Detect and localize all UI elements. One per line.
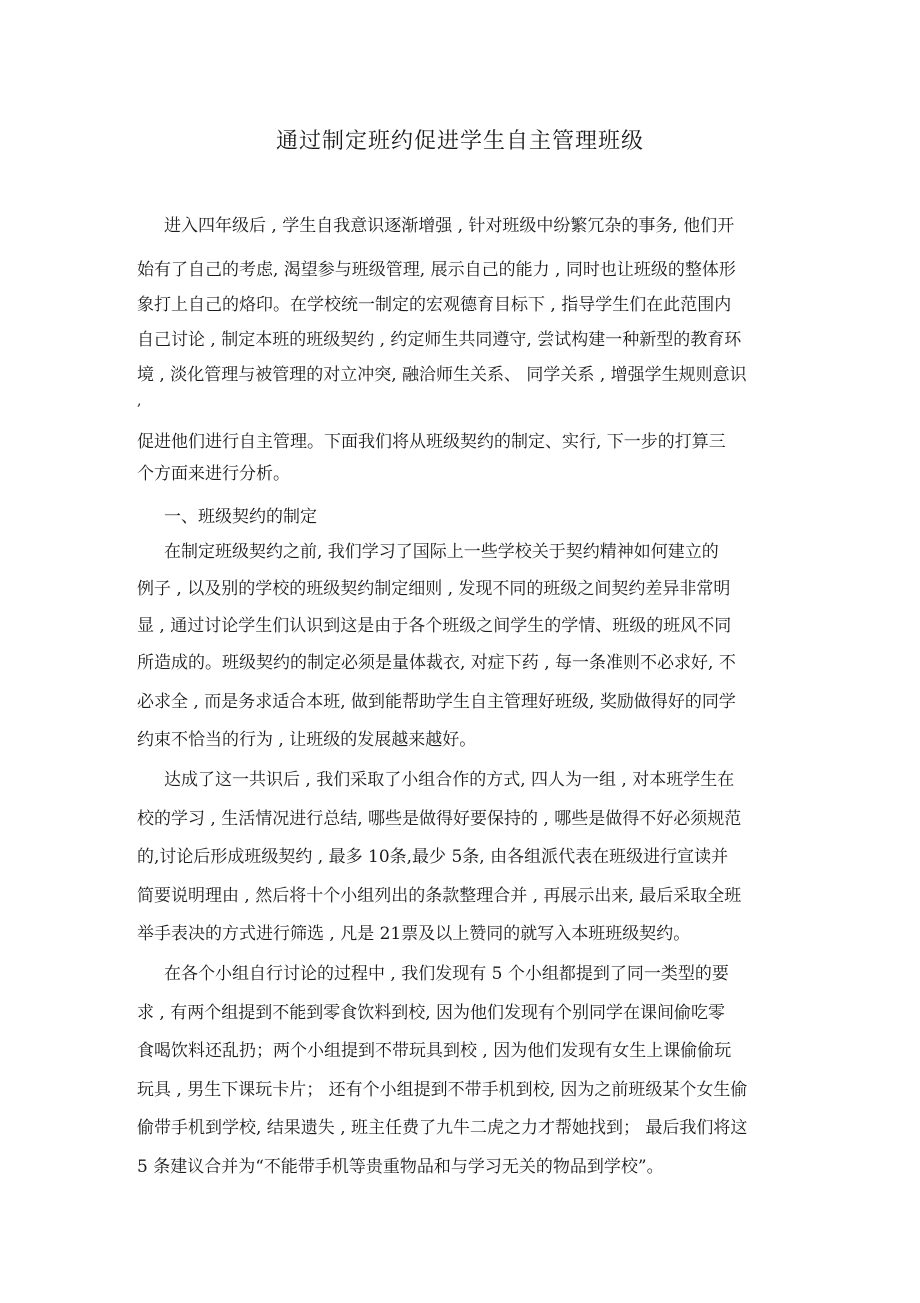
page-title: 通过制定班约促进学生自主管理班级 bbox=[275, 129, 644, 154]
paragraph-line: 偷带手机到学校, 结果遗失 , 班主任费了九牛二虎之力才帮她找到； 最后我们将这 bbox=[137, 1118, 748, 1138]
section-heading: 一、班级契约的制定 bbox=[164, 507, 317, 527]
paragraph-line: 5 条建议合并为“不能带手机等贵重物品和与学习无关的物品到学校”。 bbox=[137, 1157, 664, 1177]
paragraph-line: 自己讨论 , 制定本班的班级契约 , 约定师生共同遵守, 尝试构建一种新型的教育环 bbox=[137, 330, 742, 350]
paragraph-line: 简要说明理由 , 然后将十个小组列出的条款整理合并 , 再展示出来, 最后采取全班 bbox=[137, 886, 742, 906]
paragraph-line: 始有了自己的考虑, 渴望参与班级管理, 展示自己的能力 , 同时也让班级的整体形 bbox=[137, 260, 736, 280]
paragraph-line: 的,讨论后形成班级契约 , 最多 10条,最少 5条, 由各组派代表在班级进行宣读并 bbox=[137, 847, 729, 867]
stray-comma: , bbox=[137, 393, 142, 409]
paragraph-line: 所造成的。班级契约的制定必须是量体裁衣, 对症下药 , 每一条准则不必求好, 不 bbox=[137, 653, 736, 673]
paragraph-line: 例子 , 以及别的学校的班级契约制定细则 , 发现不同的班级之间契约差异非常明 bbox=[137, 579, 731, 599]
paragraph-line: 显 , 通过讨论学生们认识到这是由于各个班级之间学生的学情、班级的班风不同 bbox=[137, 616, 732, 636]
paragraph-line: 举手表决的方式进行筛选 , 凡是 21票及以上赞同的就写入本班班级契约。 bbox=[137, 924, 691, 944]
paragraph-line: 达成了这一共识后 , 我们采取了小组合作的方式, 四人为一组 , 对本班学生在 bbox=[164, 770, 735, 790]
paragraph-line: 校的学习 , 生活情况进行总结, 哪些是做得好要保持的 , 哪些是做得不好必须规范 bbox=[137, 809, 742, 829]
paragraph-line: 象打上自己的烙印。在学校统一制定的宏观德育目标下 , 指导学生们在此范围内 bbox=[137, 295, 732, 315]
paragraph-line: 必求全 , 而是务求适合本班, 做到能帮助学生自主管理好班级, 奖励做得好的同学 bbox=[137, 692, 736, 712]
paragraph-line: 在各个小组自行讨论的过程中 , 我们发现有 5 个小组都提到了同一类型的要 bbox=[164, 964, 729, 984]
paragraph-line: 进入四年级后 , 学生自我意识逐渐增强 , 针对班级中纷繁冗杂的事务, 他们开 bbox=[164, 216, 735, 236]
paragraph-line: 食喝饮料还乱扔；两个小组提到不带玩具到校 , 因为他们发现有女生上课偷偷玩 bbox=[137, 1041, 732, 1061]
paragraph-line: 境 , 淡化管理与被管理的对立冲突, 融洽师生关系、 同学关系 , 增强学生规则意识 bbox=[137, 365, 747, 385]
paragraph-line: 在制定班级契约之前, 我们学习了国际上一些学校关于契约精神如何建立的 bbox=[164, 542, 719, 562]
paragraph-line: 个方面来进行分析。 bbox=[137, 464, 290, 484]
paragraph-line: 求 , 有两个组提到不能到零食饮料到校, 因为他们发现有个别同学在课间偷吃零 bbox=[137, 1003, 726, 1023]
paragraph-line: 约束不恰当的行为 , 让班级的发展越来越好。 bbox=[137, 730, 477, 750]
paragraph-line: 促进他们进行自主管理。下面我们将从班级契约的制定、实行, 下一步的打算三 bbox=[137, 432, 726, 452]
paragraph-line: 玩具 , 男生下课玩卡片； 还有个小组提到不带手机到校, 因为之前班级某个女生偷 bbox=[137, 1080, 748, 1100]
